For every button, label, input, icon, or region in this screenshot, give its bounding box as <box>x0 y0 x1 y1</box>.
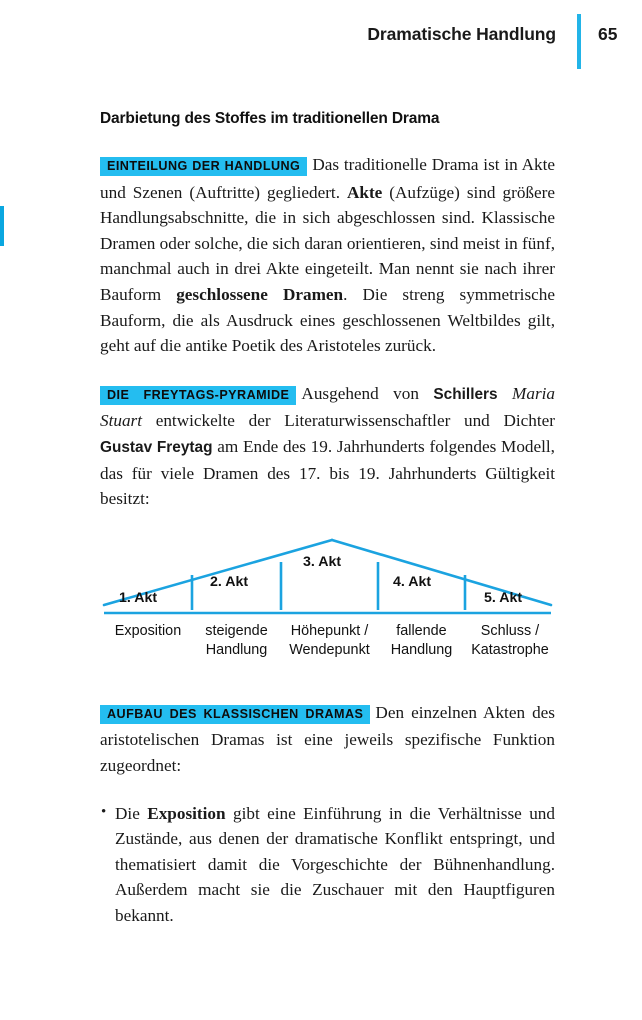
paragraph-aufbau <box>100 700 555 779</box>
bold-term-schillers: Schillers <box>433 385 498 403</box>
phase-label-4-line2: Handlung <box>390 641 453 658</box>
bold-term-akte: Akte <box>346 182 383 202</box>
phase-label-4-line1: fallende <box>396 622 447 639</box>
text-column <box>100 110 555 928</box>
freytag-pyramid-diagram <box>100 530 555 678</box>
paragraph-text: am Ende des 19. Jahrhunderts folgendes Modell, das für viele Dramen des 17. bis 19. Jahrhunderts Gültigkeit besitzt: <box>100 436 555 509</box>
paragraph-einteilung <box>100 152 555 359</box>
phase-label-1 <box>104 622 192 641</box>
paragraph-text: (Aufzüge) sind größere Handlungsabschnitte, die in sich abgeschlossen sind. Klassische Dramen oder solche, die sich daran orientieren, sind meist in fünf, manchmal auch in drei Akte eingeteilt. Man nennt sie nach ihrer Bauform <box>100 182 555 304</box>
act-label-4: 4. Akt <box>393 573 432 590</box>
act-label-5: 5. Akt <box>484 589 523 606</box>
phase-label-3 <box>281 622 378 660</box>
phase-label-3-line1: Höhepunkt / <box>290 622 369 639</box>
italic-title-maria-stuart: Maria Stuart <box>100 383 556 431</box>
phase-label-2-line1: steigende <box>205 622 268 639</box>
paragraph-text: Das traditionelle Drama ist in Akte und Szenen (Auftritte) gegliedert. <box>100 155 556 202</box>
paragraph-text: . Die streng symmetrische Bauform, die als Ausdruck eines geschlossenen Weltbildes gilt, geht auf die antike Poetik des Aristoteles zurück. <box>100 284 555 356</box>
bold-term-exposition: Exposition <box>147 803 226 823</box>
list-item <box>100 801 555 929</box>
act-label-2: 2. Akt <box>210 573 249 590</box>
page-title: Darbietung des Stoffes im traditionellen Drama <box>100 110 440 127</box>
phase-label-5-line1: Schluss / <box>480 622 540 639</box>
paragraph-freytags-pyramide <box>100 381 555 512</box>
lead-tag-freytags-pyramide: DIE FREYTAGS-PYRAMIDE <box>100 386 296 405</box>
phase-label-3-line2: Wendepunkt <box>289 641 370 658</box>
page-number: 65 <box>598 24 618 44</box>
phase-label-1-line1: Exposition <box>114 622 182 639</box>
list-item-text: Die <box>115 803 148 823</box>
act-label-1: 1. Akt <box>119 589 158 606</box>
lead-tag-einteilung: EINTEILUNG DER HANDLUNG <box>100 157 307 176</box>
paragraph-text: entwickelte der Literaturwissenschaftler und Dichter <box>142 411 555 431</box>
page-header <box>0 14 642 70</box>
phase-label-5-line2: Katastrophe <box>471 641 549 658</box>
header-divider-rule <box>577 14 581 69</box>
phase-label-4 <box>378 622 465 660</box>
paragraph-text: Den einzelnen Akten des aristotelischen Dramas ist eine jeweils spezifische Funktion zugeordnet: <box>100 702 555 775</box>
function-list <box>100 801 555 929</box>
phase-label-2 <box>192 622 281 660</box>
edge-index-tab <box>0 206 4 246</box>
paragraph-text: Ausgehend von <box>301 383 434 403</box>
header-title: Dramatische Handlung <box>367 24 556 44</box>
bold-term-geschlossene-dramen: geschlossene Dramen <box>176 284 344 304</box>
lead-tag-aufbau: AUFBAU DES KLASSISCHEN DRAMAS <box>100 705 370 724</box>
list-item-text: gibt eine Einführung in die Verhältnisse und Zustände, aus denen der dramatische Konflikt entspringt, und thematisiert damit die Vorgeschichte der Bühnenhandlung. Außerdem macht sie die Zuschauer mit den Hauptfiguren bekannt. <box>115 803 555 925</box>
phase-label-5 <box>465 622 555 660</box>
act-label-3: 3. Akt <box>303 553 342 570</box>
bold-term-gustav-freytag: Gustav Freytag <box>100 438 213 456</box>
phase-label-2-line2: Handlung <box>205 641 268 658</box>
